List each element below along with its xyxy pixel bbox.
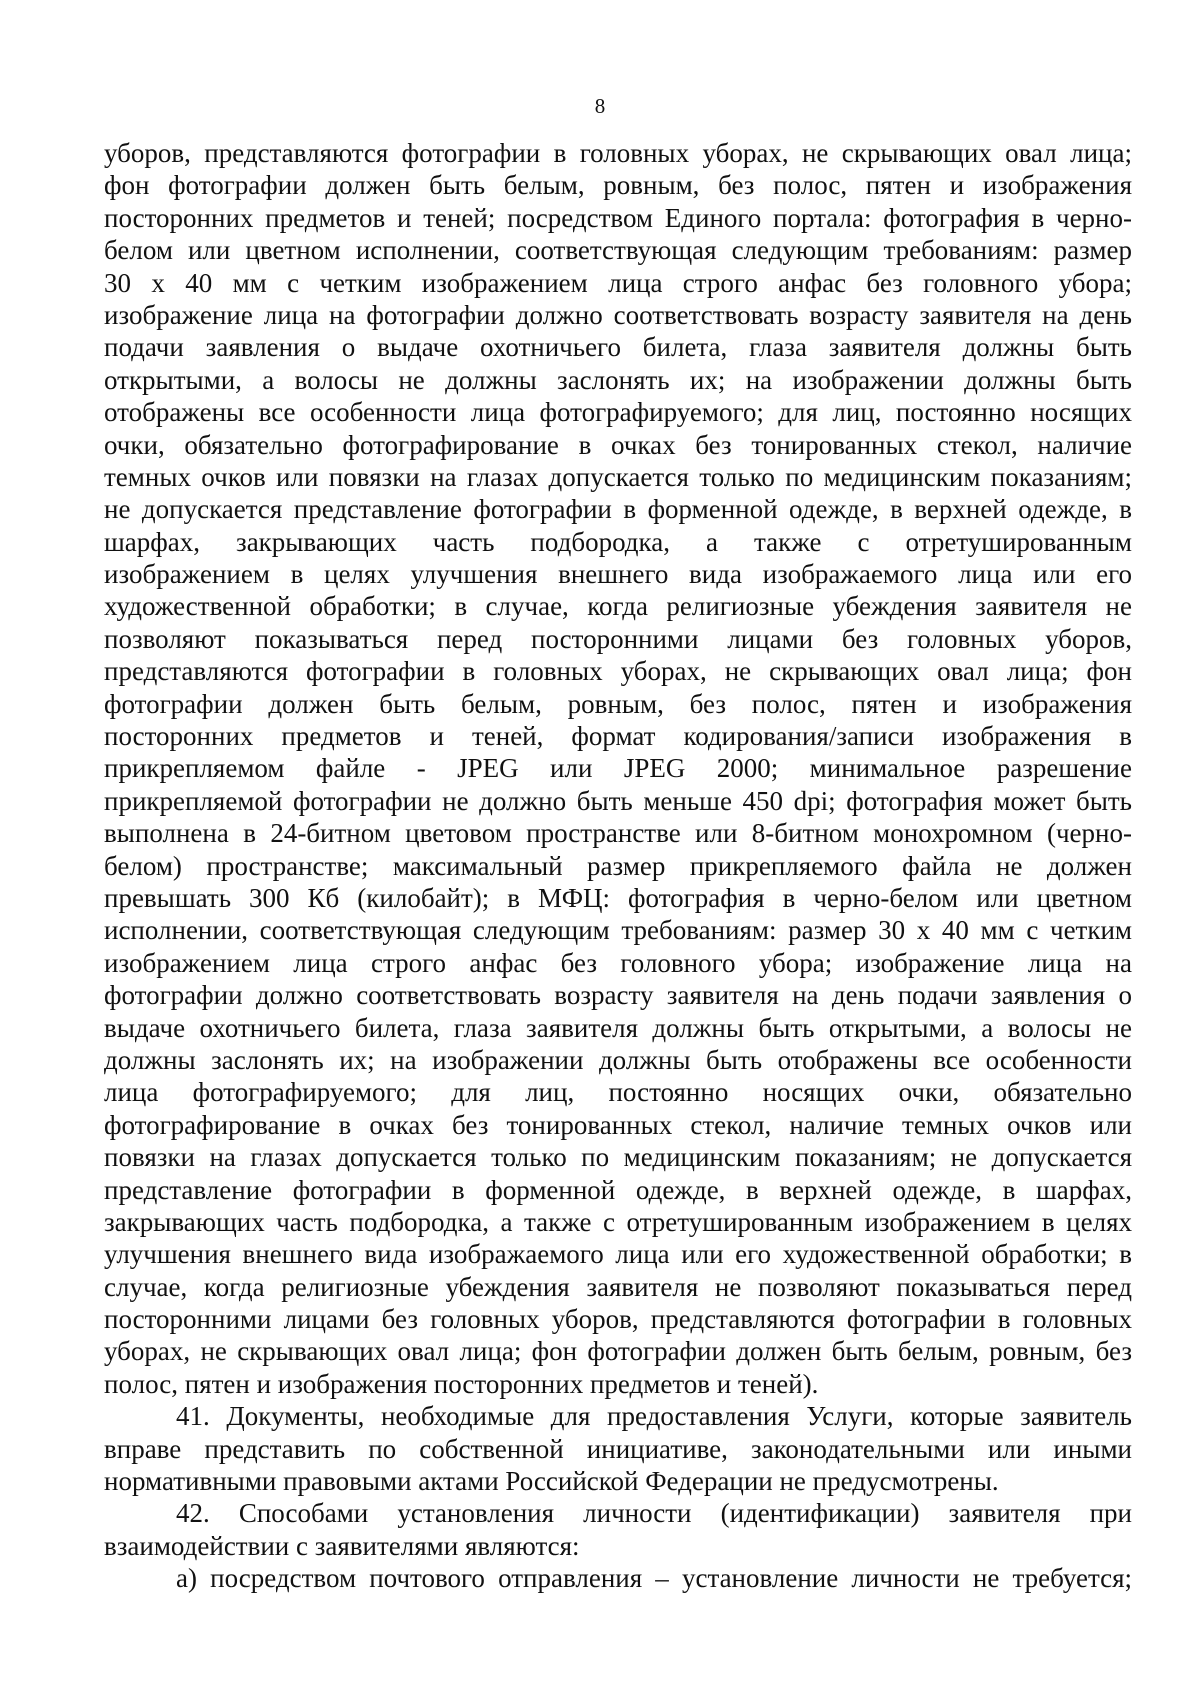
text-line: темных очков или повязки на глазах допускается только по медицинским показаниям; xyxy=(104,461,1132,492)
text-line: случае, когда религиозные убеждения заявителя не позволяют показываться перед xyxy=(104,1271,1132,1302)
text-line: фотографии должен быть белым, ровным, без полос, пятен и изображения xyxy=(104,688,1132,719)
text-line: выдаче охотничьего билета, глаза заявителя должны быть открытыми, а волосы не xyxy=(104,1012,1132,1043)
text-line: шарфах, закрывающих часть подбородка, а также с отретушированным xyxy=(104,526,1132,557)
text-line: превышать 300 Кб (килобайт); в МФЦ: фотография в черно-белом или цветном xyxy=(104,882,1132,913)
text-line: очки, обязательно фотографирование в очках без тонированных стекол, наличие xyxy=(104,429,1132,460)
text-line: закрывающих часть подбородка, а также с отретушированным изображением в целях xyxy=(104,1206,1132,1237)
text-line: 30 х 40 мм с четким изображением лица строго анфас без головного убора; xyxy=(104,267,1132,298)
text-line: выполнена в 24-битном цветовом пространстве или 8-битном монохромном (черно- xyxy=(104,818,1132,849)
text-line: фотографии должно соответствовать возрасту заявителя на день подачи заявления о xyxy=(104,980,1132,1011)
paragraph-end-line: нормативными правовыми актами Российской Федерации не предусмотрены. xyxy=(104,1466,999,1497)
paragraph-41-first-line: 41. Документы, необходимые для предоставления Услуги, которые заявитель xyxy=(176,1401,1132,1432)
text-line: вправе представить по собственной инициативе, законодательными или иными xyxy=(104,1433,1132,1464)
document-body xyxy=(104,137,1132,1595)
text-line: представление фотографии в форменной одежде, в верхней одежде, в шарфах, xyxy=(104,1174,1132,1205)
paragraph-end-line: полос, пятен и изображения посторонних предметов и теней). xyxy=(104,1368,819,1399)
text-line: уборах, не скрывающих овал лица; фон фотографии должен быть белым, ровным, без xyxy=(104,1336,1132,1367)
text-line: уборов, представляются фотографии в головных уборах, не скрывающих овал лица; xyxy=(104,138,1132,168)
text-line: изображением в целях улучшения внешнего вида изображаемого лица или его xyxy=(104,559,1132,590)
text-line: улучшения внешнего вида изображаемого лица или его художественной обработки; в xyxy=(104,1239,1132,1270)
text-line: должны заслонять их; на изображении должны быть отображены все особенности xyxy=(104,1044,1132,1075)
paragraph-end-line: взаимодействии с заявителями являются: xyxy=(104,1530,580,1561)
text-line: прикрепляемом файле - JPEG или JPEG 2000; минимальное разрешение xyxy=(104,753,1132,784)
text-line: отображены все особенности лица фотографируемого; для лиц, постоянно носящих xyxy=(104,397,1132,428)
text-line: фон фотографии должен быть белым, ровным, без полос, пятен и изображения xyxy=(104,170,1132,201)
text-line: посторонних предметов и теней, формат кодирования/записи изображения в xyxy=(104,721,1132,752)
text-line: позволяют показываться перед посторонними лицами без головных уборов, xyxy=(104,623,1132,654)
text-line: представляются фотографии в головных уборах, не скрывающих овал лица; фон xyxy=(104,656,1132,687)
text-line: не допускается представление фотографии в форменной одежде, в верхней одежде, в xyxy=(104,494,1132,525)
text-line: фотографирование в очках без тонированных стекол, наличие темных очков или xyxy=(104,1109,1132,1140)
text-line: лица фотографируемого; для лиц, постоянно носящих очки, обязательно xyxy=(104,1077,1132,1108)
text-line: посторонних предметов и теней; посредством Единого портала: фотография в черно- xyxy=(104,202,1132,233)
text-line: повязки на глазах допускается только по медицинским показаниям; не допускается xyxy=(104,1142,1132,1173)
text-line: посторонними лицами без головных уборов, представляются фотографии в головных xyxy=(104,1304,1132,1335)
text-line: художественной обработки; в случае, когда религиозные убеждения заявителя не xyxy=(104,591,1132,622)
list-item-a: а) посредством почтового отправления – установление личности не требуется; xyxy=(176,1563,1132,1594)
page-number: 8 xyxy=(594,94,606,118)
text-line: белом или цветном исполнении, соответствующая следующим требованиям: размер xyxy=(104,235,1132,266)
text-line: белом) пространстве; максимальный размер прикрепляемого файла не должен xyxy=(104,850,1132,881)
text-line: прикрепляемой фотографии не должно быть меньше 450 dpi; фотография может быть xyxy=(104,785,1132,816)
paragraph-42-first-line: 42. Способами установления личности (идентификации) заявителя при xyxy=(176,1498,1132,1529)
text-line: открытыми, а волосы не должны заслонять их; на изображении должны быть xyxy=(104,364,1132,395)
text-line: изображением лица строго анфас без головного убора; изображение лица на xyxy=(104,947,1132,978)
text-line: исполнении, соответствующая следующим требованиям: размер 30 х 40 мм с четким xyxy=(104,915,1132,946)
text-line: изображение лица на фотографии должно соответствовать возрасту заявителя на день xyxy=(104,299,1132,330)
text-line: подачи заявления о выдаче охотничьего билета, глаза заявителя должны быть xyxy=(104,332,1132,363)
